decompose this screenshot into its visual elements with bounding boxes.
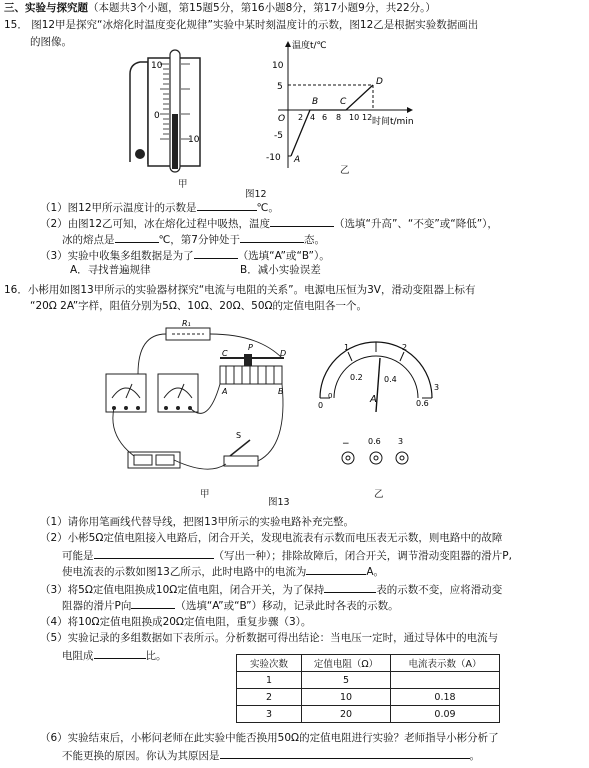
q16-sub5-line1: （5）实验记录的多组数据如下表所示。分析数据可得出结论：当电压一定时，通过导体中的电流与 [40,632,499,644]
q16-sub3-line2 [62,598,399,613]
q15-sub1-text: （1）图12甲所示温度计的示数是 [40,202,197,214]
q15-stem-line2: 的图像。 [30,36,72,48]
q16-sub6-end: 。 [469,750,480,762]
graph-point-B: B [312,97,319,107]
q16-sub2-text: 可能是 [62,550,94,562]
data-table [236,654,500,723]
table-row [237,689,500,706]
graph-ylabel: 温度t/℃ [292,41,327,51]
q15-sub3 [40,248,330,263]
q15-sub2 [40,216,498,231]
q16-sub3-text2: 表的示数不变，应将滑动变 [376,584,503,596]
q15-sub3-text: （3）实验中收集多组数据是为了 [40,250,194,262]
graph-point-A: A [294,155,301,165]
graph-point-D: D [376,77,383,87]
q16-stem-line2: “20Ω 2A”字样，阻值分别为5Ω、10Ω、20Ω、50Ω的定值电阻各一个。 [30,300,368,312]
graph-xtick-12: 12 [362,113,373,122]
q16-answer-3a[interactable] [324,582,376,593]
table-header-cell: 实验次数 [237,655,302,672]
table-cell: 3 [237,706,302,723]
q15-sub2-cont [62,232,325,247]
q15-stem-line1: 15． 图12甲是探究“冰熔化时温度变化规律”实验中某时刻温度计的示数，图12乙是根据实验数据画出 [4,19,479,31]
q16-sub6-line1: （6）实验结束后，小彬问老师在此实验中能否换用50Ω的定值电阻进行实验？老师指导小彬分析了 [40,732,499,744]
ammeter-outer-3: 3 [434,383,440,392]
q16-sub2-line1: （2）小彬5Ω定值电阻接入电路后，闭合开关，发现电流表有示数而电压表无示数，则电路中的故障 [40,532,503,544]
thermo-label-bot: 10 [188,135,200,145]
q15-sub1-unit: ℃。 [256,202,279,214]
table-header-cell: 定值电阻（Ω） [302,655,391,672]
table-header-row [237,655,500,672]
q15-sub2-options: （选填“升高”、“不变”或“降低”）， [334,218,498,230]
q16-answer-3b[interactable] [131,598,175,609]
table-cell [391,672,500,689]
q15-label-jia: 甲 [178,179,188,190]
q15-sub2-text: （2）由图12乙可知，冰在熔化过程中吸热，温度 [40,218,271,230]
ammeter-dial [306,340,446,490]
q15-answer-2b[interactable] [115,232,159,243]
graph-xtick-6: 6 [322,113,328,122]
q16-stem-line1: 16．小彬用如图13甲所示的实验器材探究“电流与电阻的关系”。电源电压恒为3V，滑动变阻器上标有 [4,284,476,296]
circuit-label-r1: R₁ [182,319,191,328]
ammeter-terminal-3: 3 [398,437,404,446]
q16-sub3-line1 [40,582,502,597]
q16-sub6-text: 不能更换的原因。你认为其原因是 [62,750,220,762]
graph-ytick-neg10: -10 [266,153,281,163]
table-row [237,672,500,689]
q16-sub2-unit: A。 [366,566,385,578]
circuit-label-c: C [222,349,228,358]
table-row [237,706,500,723]
q16-sub5-text2: 比。 [145,650,167,662]
q15-answer-2a[interactable] [270,216,334,227]
q16-sub3-text4: （选填“A”或“B”）移动，记录此时各表的示数。 [175,600,399,612]
q15-label-yi: 乙 [340,165,350,176]
q15-sub2-state: 态。 [303,234,325,246]
q16-sub2-line2 [62,548,512,563]
graph-ytick-neg5: -5 [274,131,283,141]
circuit-label-s: S [236,431,242,440]
q15-option-a: A．寻找普遍规律 [70,264,151,276]
ammeter-outer-2: 2 [402,343,408,352]
q16-sub2-text3: 使电流表的示数如图13乙所示，此时电路中的电流为 [62,566,307,578]
ammeter-inner-02: 0.2 [350,373,363,382]
q16-sub5-text: 电阻成 [62,650,94,662]
q16-sub2-line3 [62,564,384,579]
graph-xtick-4: 4 [310,113,316,122]
circuit-figure [98,316,298,488]
section-title: 三、实验与探究题 [4,2,88,14]
q16-answer-5[interactable] [94,648,146,659]
circuit-label-b: B [278,387,284,396]
q15-answer-2c[interactable] [240,232,304,243]
q16-sub3-text3: 阻器的滑片P向 [62,600,132,612]
q15-fig-caption: 图12 [245,189,267,200]
table-cell: 2 [237,689,302,706]
ammeter-outer-0: 0 [318,401,324,410]
table-cell: 0.18 [391,689,500,706]
q16-sub5-line2 [62,648,167,663]
table-cell: 0.09 [391,706,500,723]
circuit-label-d: D [280,349,287,358]
table-cell: 5 [302,672,391,689]
thermometer-figure [118,44,218,174]
thermo-label-top: 10 [151,61,163,71]
q15-sub2-melting: 冰的熔点是 [62,234,115,246]
graph-ytick-10: 10 [272,61,284,71]
q15-sub1 [40,200,279,215]
q16-answer-2a[interactable] [94,548,214,559]
q16-sub1: （1）请你用笔画线代替导线，把图13甲所示的实验电路补充完整。 [40,516,355,528]
ammeter-terminal-06: 0.6 [368,437,381,446]
circuit-label-a: A [222,387,228,396]
section-note: （本题共3个小题，第15题5分，第16小题8分，第17小题9分，共22分。） [88,2,436,14]
q16-answer-6[interactable] [220,748,470,759]
q15-answer-3[interactable] [194,248,238,259]
ammeter-outer-1: 1 [344,343,350,352]
q16-label-yi: 乙 [374,489,384,500]
q15-sub3-options: （选填“A”或“B”）。 [237,250,330,262]
thermo-label-mid: 0 [154,111,160,121]
q16-label-jia: 甲 [200,489,210,500]
ammeter-terminal-neg: − [342,439,350,449]
ammeter-inner-0: 0 [328,392,333,400]
q16-sub6-line2 [62,748,480,763]
graph-origin: O [278,114,286,124]
graph-point-C: C [340,97,347,107]
graph-xtick-8: 8 [336,113,342,122]
table-header-cell: 电流表示数（A） [391,655,500,672]
table-cell: 20 [302,706,391,723]
ammeter-inner-06: 0.6 [416,399,429,408]
table-cell: 1 [237,672,302,689]
q15-sub2-minute: ℃，第7分钟处于 [158,234,240,246]
circuit-label-p: P [248,343,253,352]
q16-sub2-text2: （写出一种）；排除故障后，闭合开关，调节滑动变阻器的滑片P, [213,550,512,562]
q16-answer-2b[interactable] [306,564,366,575]
q16-sub4: （4）将10Ω定值电阻换成20Ω定值电阻，重复步骤（3）。 [40,616,312,628]
q16-sub3-text: （3）将5Ω定值电阻换成10Ω定值电阻，闭合开关，为了保持 [40,584,325,596]
graph-xlabel: 时间t/min [372,117,414,127]
graph-ytick-5: 5 [277,82,283,92]
table-cell: 10 [302,689,391,706]
ammeter-unit: A [370,394,377,405]
q15-option-b: B．减小实验误差 [240,264,321,276]
temperature-graph [260,38,420,178]
section-title-line [4,2,436,15]
q16-fig-caption: 图13 [268,497,290,508]
q15-answer-1[interactable] [197,200,257,211]
graph-xtick-2: 2 [298,113,304,122]
graph-xtick-10: 10 [349,113,360,122]
ammeter-inner-04: 0.4 [384,375,397,384]
